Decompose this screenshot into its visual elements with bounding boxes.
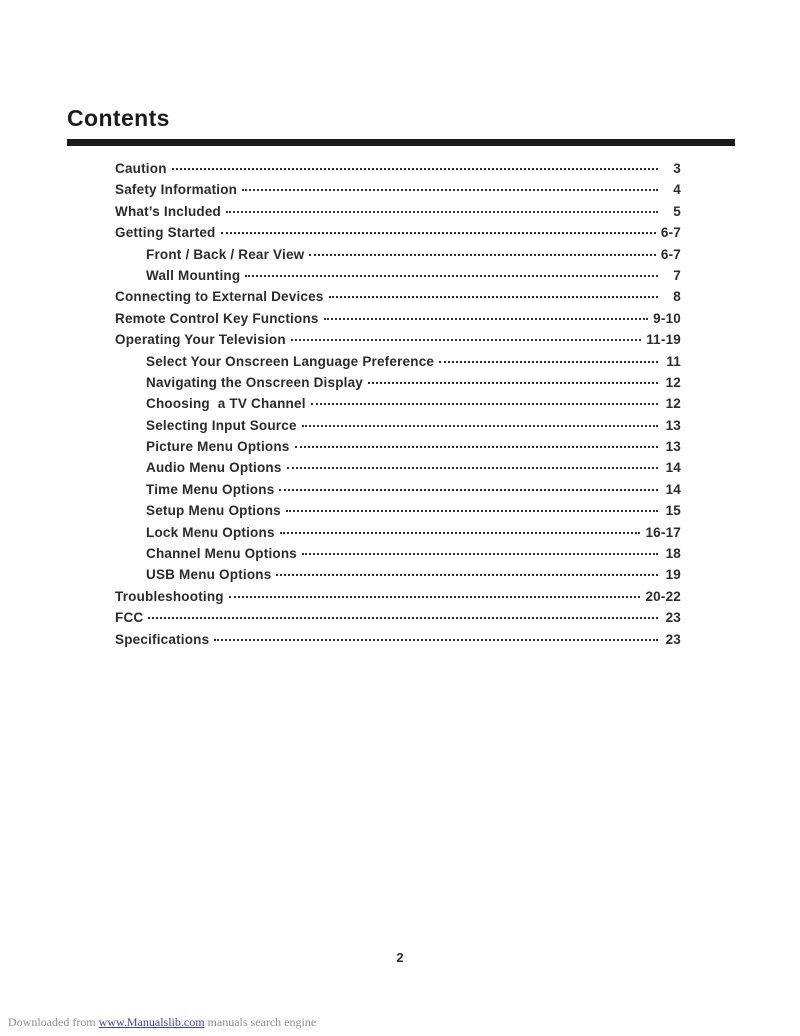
dot-leader [148,617,658,619]
dot-leader [286,510,658,512]
toc-entry-label: Navigating the Onscreen Display [146,374,364,390]
dot-leader [221,232,656,234]
toc-entry-page: 20-22 [645,588,681,604]
toc-entry [115,546,681,567]
dot-leader [172,168,658,170]
dot-leader [311,403,658,405]
toc-entry-page: 11-19 [646,332,681,348]
toc-entry-label: Caution [115,161,167,176]
toc-entry-page: 6-7 [660,225,681,241]
toc-entry-label: Audio Menu Options [146,460,282,476]
toc-entry-page: 5 [673,203,681,219]
toc-entry [115,439,681,460]
toc-entry [115,268,681,289]
toc-entry [115,311,681,332]
dot-leader [242,189,658,191]
dot-leader [309,254,656,256]
page-title: Contents [67,105,170,131]
page-number: 2 [396,950,404,965]
toc-entry [115,289,681,310]
dot-leader [279,489,658,491]
toc-entry-label: Troubleshooting [115,588,224,604]
toc-entry-page: 23 [665,631,681,647]
dot-leader [302,553,658,555]
toc-entry-page: 11 [666,353,681,369]
dot-leader [295,446,658,448]
dot-leader [302,425,658,427]
dot-leader [276,574,658,576]
dot-leader [291,339,641,341]
toc-entry [115,204,681,225]
dot-leader [368,382,658,384]
toc-entry-page: 15 [665,503,681,519]
footer [8,1015,316,1030]
toc-entry [115,161,681,182]
toc-entry-label: Choosing a TV Channel [146,396,306,412]
toc-entry-page: 18 [665,546,681,562]
dot-leader [324,318,649,320]
toc-entry-page: 12 [665,374,681,390]
toc-entry [115,632,681,653]
toc-entry-page: 14 [665,481,681,497]
toc-entry-label: FCC [115,610,144,626]
toc-entry [115,482,681,503]
toc-entry [115,396,681,417]
footer-suffix-text: manuals search engine [204,1015,317,1029]
toc-entry-page: 12 [665,396,681,412]
toc-entry [115,247,681,268]
toc-entry-label: Remote Control Key Functions [115,310,319,326]
toc-entry-page: 19 [665,567,681,583]
toc-entry-page: 23 [665,610,681,626]
toc-entry-page: 13 [665,439,681,455]
manualslib-link[interactable]: www.Manualslib.com [98,1015,205,1029]
title-rule [67,139,735,146]
toc-entry [115,354,681,375]
toc-entry [115,375,681,396]
toc-entry-label: USB Menu Options [146,567,272,583]
toc-entry-label: Select Your Onscreen Language Preference [146,353,435,369]
toc-entry-label: Getting Started [115,225,216,241]
toc-entry-label: Specifications [115,631,210,647]
footer-prefix-text: Downloaded from [8,1015,99,1029]
toc-entry-page: 13 [665,417,681,433]
toc-entry-page: 3 [673,161,681,176]
dot-leader [226,211,658,213]
toc-entry-label: Connecting to External Devices [115,289,324,305]
toc-entry-label: Safety Information [115,182,238,198]
toc-entry-label: Selecting Input Source [146,417,297,433]
toc-entry [115,610,681,631]
toc-entry-label: Setup Menu Options [146,503,281,519]
toc-list [115,161,681,653]
dot-leader [245,275,658,277]
toc-entry-label: Lock Menu Options [146,524,275,540]
toc-entry-page: 8 [673,289,681,305]
toc-entry [115,525,681,546]
toc-entry-label: Picture Menu Options [146,439,290,455]
dot-leader [280,532,641,534]
toc-entry [115,460,681,481]
dot-leader [229,596,641,598]
toc-entry-page: 14 [665,460,681,476]
toc-entry-page: 9-10 [653,310,681,326]
toc-entry-label: What’s Included [115,203,222,219]
toc-entry-label: Operating Your Television [115,332,286,348]
toc-entry [115,418,681,439]
toc-entry-page: 16-17 [645,524,681,540]
toc-entry-label: Channel Menu Options [146,546,297,562]
toc-entry [115,503,681,524]
toc-entry-label: Wall Mounting [146,267,241,283]
toc-entry [115,589,681,610]
toc-entry [115,332,681,353]
toc-entry [115,182,681,203]
toc-entry [115,225,681,246]
toc-entry-page: 7 [673,267,681,283]
dot-leader [214,639,658,641]
toc-entry-label: Time Menu Options [146,481,275,497]
toc-entry-label: Front / Back / Rear View [146,246,305,262]
toc-entry-page: 6-7 [660,246,681,262]
dot-leader [287,467,658,469]
toc-entry [115,567,681,588]
dot-leader [439,361,658,363]
toc-entry-page: 4 [673,182,681,198]
dot-leader [329,296,658,298]
